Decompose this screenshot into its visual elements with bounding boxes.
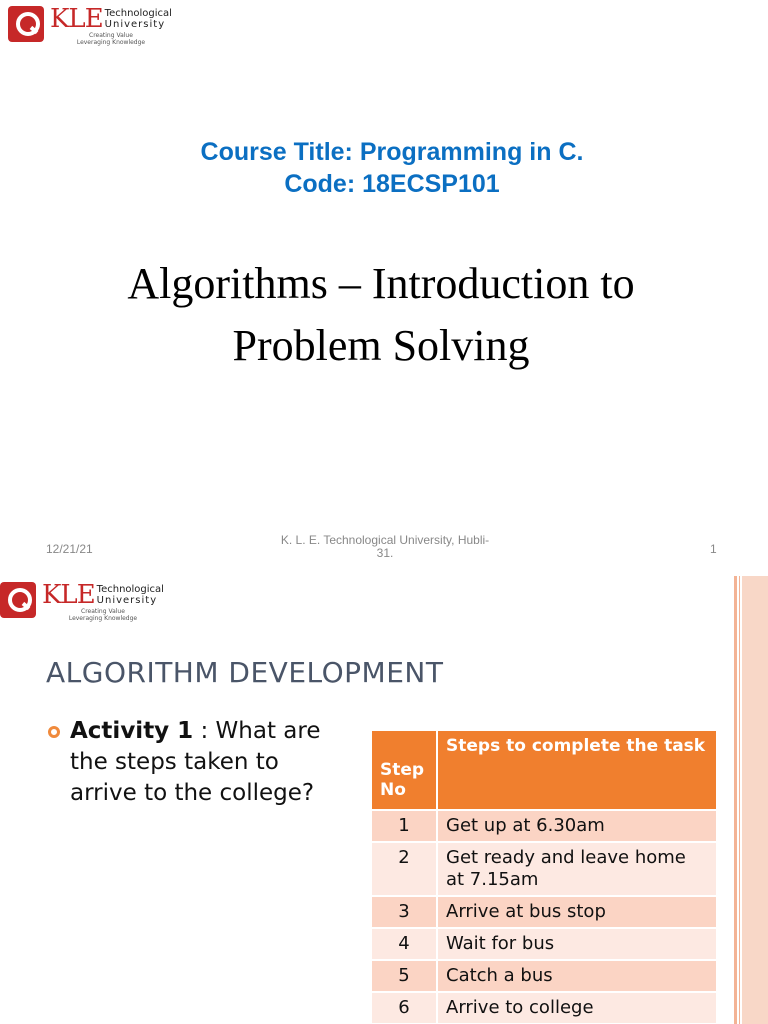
- slide-2: [0, 576, 768, 1024]
- logo-tagline-1: Creating Value: [81, 608, 125, 615]
- table-row: [371, 810, 717, 842]
- step-task: Catch a bus: [437, 960, 717, 992]
- step-task: Wait for bus: [437, 928, 717, 960]
- table-row: [371, 842, 717, 896]
- header-task: Steps to complete the task: [437, 730, 717, 810]
- slide-title: [0, 253, 762, 377]
- step-number: 5: [371, 960, 437, 992]
- logo-name-line2: University: [96, 595, 158, 606]
- header-step-no: Step No: [371, 730, 437, 810]
- table-header-row: [371, 730, 717, 810]
- table-row: [371, 928, 717, 960]
- table-row: [371, 960, 717, 992]
- footer-org-line2: 31.: [376, 546, 394, 560]
- logo-brand: KLE: [50, 4, 103, 34]
- activity-label: Activity 1: [70, 718, 194, 744]
- footer-page-number: 1: [710, 542, 717, 556]
- activity-bullet: [50, 716, 340, 809]
- table-row: [371, 992, 717, 1024]
- logo-name-line2: University: [104, 19, 166, 30]
- slide-title-line2: Problem Solving: [232, 321, 530, 370]
- step-task: Arrive to college: [437, 992, 717, 1024]
- step-number: 6: [371, 992, 437, 1024]
- step-task: Get up at 6.30am: [437, 810, 717, 842]
- step-task: Get ready and leave home at 7.15am: [437, 842, 717, 896]
- activity-question: : What are the steps taken to arrive to the college?: [70, 718, 321, 806]
- table-row: [371, 896, 717, 928]
- logo-name-line1: Technological: [96, 584, 164, 595]
- slide-title-line1: Algorithms – Introduction to: [127, 259, 635, 308]
- university-logo: [0, 582, 164, 622]
- kle-emblem-icon: [0, 582, 36, 618]
- course-code: Code: 18ECSP101: [284, 170, 500, 198]
- step-number: 3: [371, 896, 437, 928]
- logo-tagline-2: Leveraging Knowledge: [76, 39, 146, 46]
- university-logo: [8, 6, 172, 46]
- logo-tagline-1: Creating Value: [89, 32, 133, 39]
- kle-emblem-icon: [8, 6, 44, 42]
- logo-name-line1: Technological: [104, 8, 172, 19]
- course-title: Course Title: Programming in C.: [200, 138, 584, 166]
- step-number: 4: [371, 928, 437, 960]
- course-info: [0, 136, 768, 200]
- slide-heading: ALGORITHM DEVELOPMENT: [46, 656, 444, 689]
- footer-org-line1: K. L. E. Technological University, Hubli-: [280, 533, 490, 547]
- logo-tagline-2: Leveraging Knowledge: [68, 615, 138, 622]
- steps-table: [370, 729, 718, 1024]
- step-number: 2: [371, 842, 437, 896]
- step-task: Arrive at bus stop: [437, 896, 717, 928]
- footer-organization: [250, 534, 520, 560]
- step-number: 1: [371, 810, 437, 842]
- decorative-side-bars: [734, 576, 768, 1024]
- footer-date: 12/21/21: [46, 542, 93, 556]
- bullet-circle-icon: [48, 726, 60, 738]
- logo-brand: KLE: [42, 580, 95, 610]
